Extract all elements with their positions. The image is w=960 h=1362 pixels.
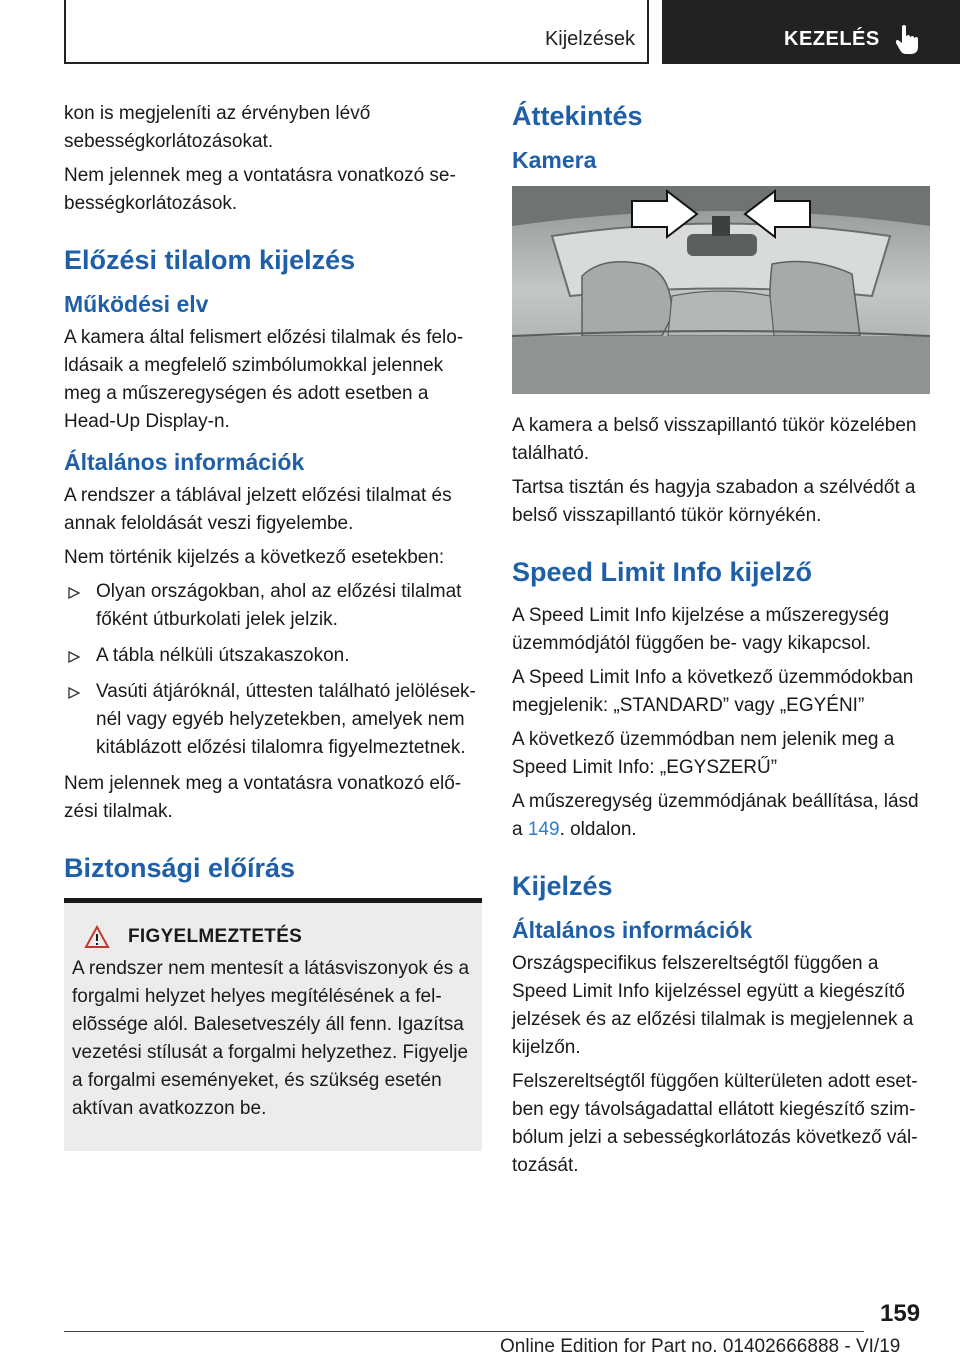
heading-camera: Kamera xyxy=(512,147,597,173)
warning-header xyxy=(72,925,472,949)
list-item xyxy=(64,642,482,670)
header-section-box xyxy=(64,0,649,64)
paragraph: Nem jelennek meg a vontatásra vonatkozó sebességkorlátozások. xyxy=(64,165,456,214)
heading-overview: Áttekintés xyxy=(512,101,643,131)
left-column xyxy=(64,100,482,1151)
paragraph: A következő üzemmódban nem jelenik meg a Speed Limit Info: „EGYSZERŰ” xyxy=(512,729,895,778)
bullet-list xyxy=(64,578,482,762)
heading-principle: Működési elv xyxy=(64,291,209,317)
triangle-bullet-icon xyxy=(68,587,80,599)
paragraph: A kamera a belső visszapillantó tükör közelében található. xyxy=(512,415,917,464)
paragraph: A kamera által felismert előzési tilalmak és feloldásaik a megfelelő szimbólumokkal jelennek meg a műszeregységen és adott esetben a Head-Up Display-n. xyxy=(64,327,464,432)
list-item-text: Vasúti átjáróknál, úttesten található jelöléseknél vagy egyéb helyzetekben, amelyek nem kitáblázott előzési tilalomra figyelmeztetnek. xyxy=(96,681,476,758)
header-chapter-label: KEZELÉS xyxy=(784,28,880,50)
pointing-hand-icon xyxy=(896,24,920,54)
list-item xyxy=(64,678,482,762)
page-number: 159 xyxy=(880,1300,921,1327)
paragraph: kon is megjeleníti az érvényben lévő sebességkorlátozásokat. xyxy=(64,103,371,152)
car-interior-camera-image xyxy=(512,186,930,394)
list-item-text: Olyan országokban, ahol az előzési tilalmat főként útburkolati jelek jelzik. xyxy=(96,581,462,630)
heading-overtaking-display: Előzési tilalom kijelzés xyxy=(64,245,356,275)
triangle-bullet-icon xyxy=(68,651,80,663)
heading-speed-limit-info: Speed Limit Info kijelző xyxy=(512,557,813,587)
list-item-text: A tábla nélküli útszakaszokon. xyxy=(96,645,350,666)
page-reference-link[interactable]: 149 xyxy=(527,819,560,840)
paragraph: Nem jelennek meg a vontatásra vonatkozó előzési tilalmak. xyxy=(64,773,462,822)
paragraph: A rendszer a táblával jelzett előzési tilalmat és annak feloldását veszi figyelembe. xyxy=(64,485,452,534)
triangle-bullet-icon xyxy=(68,687,80,699)
warning-text: A rendszer nem mentesít a látásviszonyok és a forgalmi helyzet helyes megítélésének a felelõssége alól. Balesetveszély áll fenn. Igazítsa vezetési stílusát a forgalmi helyzethez. Figyelje a forgalmi eseményeket, és szükség esetén aktívan avatkozzon be. xyxy=(72,958,470,1119)
footer-edition: Online Edition for Part no. 01402666888 - VI/19 xyxy=(500,1336,901,1357)
heading-general-info: Általános információk xyxy=(64,449,305,475)
footer-divider xyxy=(64,1331,864,1332)
paragraph: Tartsa tisztán és hagyja szabadon a szélvédőt a belső visszapillantó tükör környékén. xyxy=(512,477,916,526)
warning-title: FIGYELMEZTETÉS xyxy=(128,926,303,947)
list-item xyxy=(64,578,482,634)
paragraph-text: . oldalon. xyxy=(559,819,637,840)
warning-box xyxy=(64,898,482,1151)
paragraph: Országspecifikus felszereltségtől függően a Speed Limit Info kijelzéssel együtt a kiegészítő jelzések és az előzési tilalmak is megjelennek a kijelzőn. xyxy=(512,953,914,1058)
paragraph xyxy=(512,788,930,844)
heading-display: Kijelzés xyxy=(512,871,613,901)
right-column xyxy=(512,100,930,1186)
warning-triangle-icon xyxy=(84,925,110,949)
paragraph: Nem történik kijelzés a következő esetekben: xyxy=(64,547,445,568)
paragraph: Felszereltségtől függően külterületen adott esetben egy távolságadattal ellátott kiegészítő szimbólum jelzi a sebességkorlátozás következő változását. xyxy=(512,1071,918,1176)
paragraph: A Speed Limit Info a következő üzemmódokban megjelenik: „STANDARD” vagy „EGYÉNI” xyxy=(512,667,914,716)
heading-safety: Biztonsági előírás xyxy=(64,853,296,883)
header-section-title: Kijelzések xyxy=(544,28,635,50)
paragraph-text: A műszeregység üzemmódjának beállítása, lásd a xyxy=(512,791,919,840)
paragraph: A Speed Limit Info kijelzése a műszeregység üzemmódjától függően be- vagy kikapcsol. xyxy=(512,605,890,654)
heading-general-info: Általános információk xyxy=(512,917,753,943)
